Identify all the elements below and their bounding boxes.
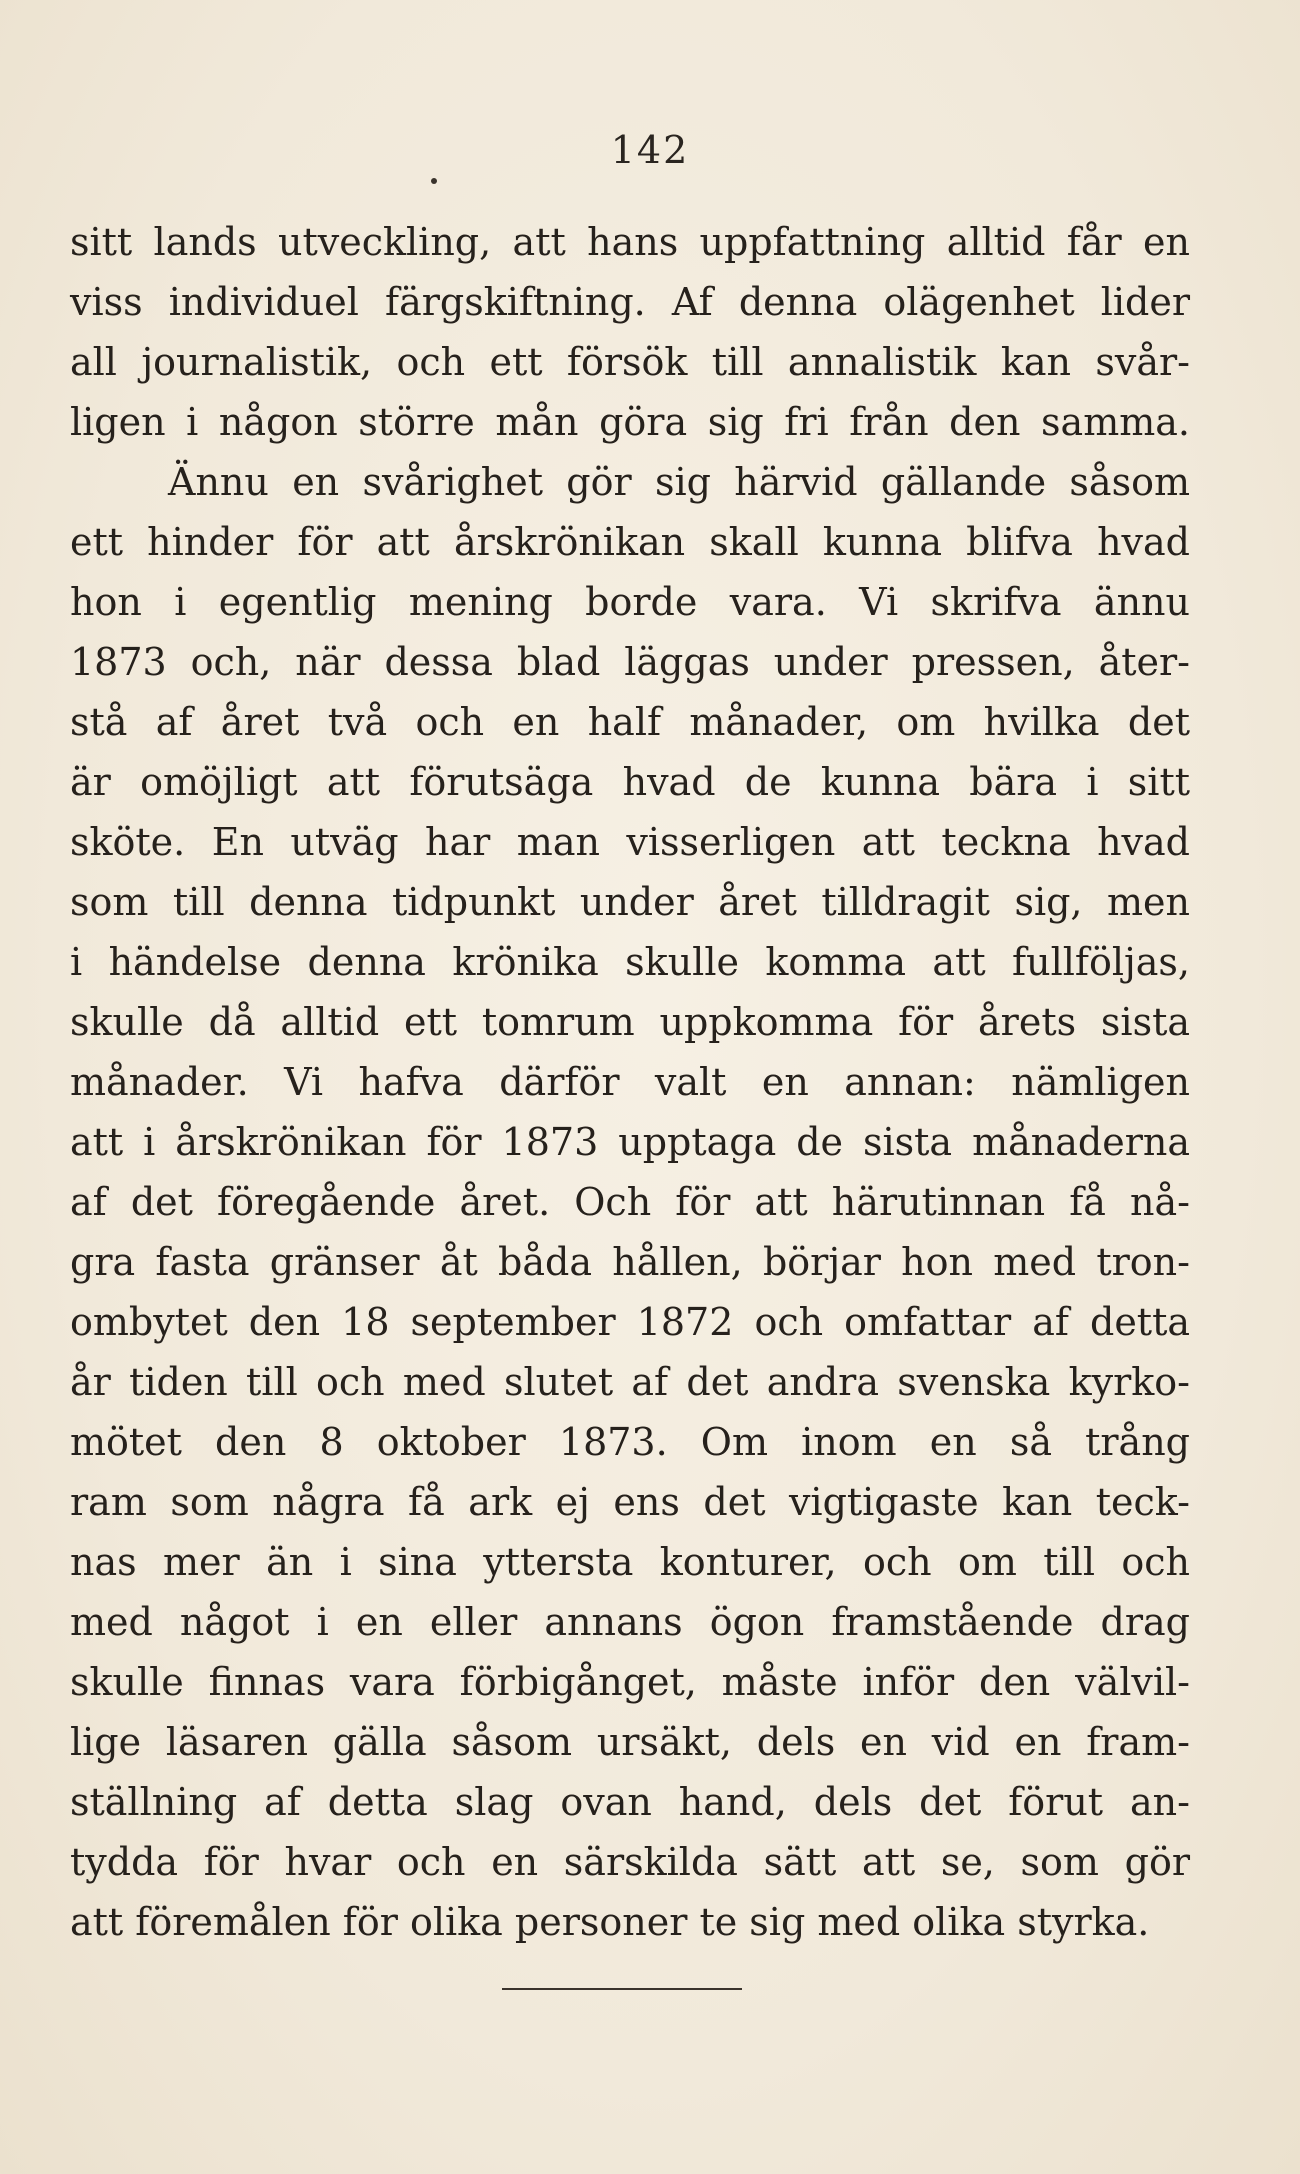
text-line: är omöjligt att förutsäga hvad de kunna bära i sitt — [70, 760, 1190, 804]
text-line: stå af året två och en half månader, om hvilka det — [70, 700, 1190, 744]
ink-speck — [431, 178, 437, 184]
text-line: tydda för hvar och en särskilda sätt att se, som gör — [70, 1840, 1190, 1884]
text-line-last: att föremålen för olika personer te sig med olika styrka. — [70, 1900, 1150, 1944]
text-line: skulle då alltid ett tomrum uppkomma för årets sista — [70, 1000, 1190, 1044]
page-number: 142 — [610, 128, 690, 172]
text-line: lige läsaren gälla såsom ursäkt, dels en vid en fram- — [70, 1720, 1190, 1764]
section-end-rule — [502, 1988, 742, 1990]
text-line: i händelse denna krönika skulle komma att fullföljas, — [70, 940, 1190, 984]
text-line: nas mer än i sina yttersta konturer, och om till och — [70, 1540, 1190, 1584]
text-line: sitt lands utveckling, att hans uppfattning alltid får en — [70, 220, 1190, 264]
text-line: ram som några få ark ej ens det vigtigaste kan teck- — [70, 1480, 1190, 1524]
text-line: gra fasta gränser åt båda hållen, börjar hon med tron- — [70, 1240, 1190, 1284]
text-line: viss individuel färgskiftning. Af denna olägenhet lider — [70, 280, 1190, 324]
text-line: all journalistik, och ett försök till annalistik kan svår- — [70, 340, 1190, 384]
text-line-paragraph-start: Ännu en svårighet gör sig härvid gällande såsom — [168, 460, 1190, 504]
text-line: att i årskrönikan för 1873 upptaga de sista månaderna — [70, 1120, 1190, 1164]
text-line: af det föregående året. Och för att härutinnan få nå- — [70, 1180, 1190, 1224]
text-line: 1873 och, när dessa blad läggas under pressen, åter- — [70, 640, 1190, 684]
text-line: ligen i någon större mån göra sig fri från den samma. — [70, 400, 1190, 444]
body-text — [70, 212, 1190, 1952]
text-line: sköte. En utväg har man visserligen att teckna hvad — [70, 820, 1190, 864]
text-line: med något i en eller annans ögon framstående drag — [70, 1600, 1190, 1644]
text-line: som till denna tidpunkt under året tilldragit sig, men — [70, 880, 1190, 924]
text-line: mötet den 8 oktober 1873. Om inom en så trång — [70, 1420, 1190, 1464]
text-line: år tiden till och med slutet af det andra svenska kyrko- — [70, 1360, 1190, 1404]
text-line: månader. Vi hafva därför valt en annan: nämligen — [70, 1060, 1190, 1104]
text-line: ombytet den 18 september 1872 och omfattar af detta — [70, 1300, 1190, 1344]
text-line: skulle finnas vara förbigånget, måste inför den välvil- — [70, 1660, 1190, 1704]
text-line: hon i egentlig mening borde vara. Vi skrifva ännu — [70, 580, 1190, 624]
text-line: ställning af detta slag ovan hand, dels det förut an- — [70, 1780, 1190, 1824]
text-line: ett hinder för att årskrönikan skall kunna blifva hvad — [70, 520, 1190, 564]
